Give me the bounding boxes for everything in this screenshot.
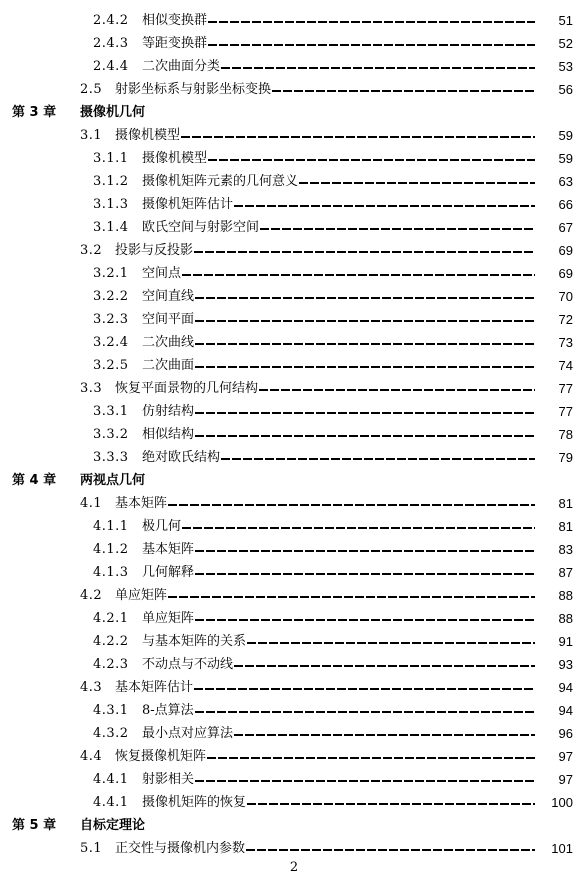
- toc-section[interactable]: [0, 378, 588, 400]
- toc-number: 4.4.1: [93, 772, 129, 787]
- toc-subsection[interactable]: [0, 401, 588, 423]
- toc-number: 5.1: [80, 841, 103, 856]
- toc-page-number: 94: [558, 680, 573, 695]
- toc-page-number: 52: [558, 36, 573, 51]
- toc-leader: [234, 205, 535, 207]
- toc-number: 3.2.3: [93, 312, 129, 327]
- toc-leader: [195, 550, 535, 552]
- toc-subsection[interactable]: [0, 792, 588, 814]
- toc-subsection[interactable]: [0, 33, 588, 55]
- toc-subsection[interactable]: [0, 631, 588, 653]
- toc-leader: [195, 297, 535, 299]
- toc-title: 摄像机几何: [80, 105, 146, 120]
- toc-title: 等距变换群: [142, 36, 208, 51]
- toc-number: 4.3.2: [93, 726, 129, 741]
- toc-page-number: 96: [558, 726, 573, 741]
- toc-number: 3.2.2: [93, 289, 129, 304]
- toc-leader: [194, 251, 535, 253]
- toc-page-number: 78: [558, 427, 573, 442]
- toc-number: 3.2.4: [93, 335, 129, 350]
- toc-page-number: 83: [558, 542, 573, 557]
- toc-title: 两视点几何: [80, 473, 146, 488]
- toc-leader: [168, 596, 535, 598]
- toc-page-number: 63: [558, 174, 573, 189]
- toc-page-number: 53: [558, 59, 573, 74]
- toc-leader: [234, 665, 535, 667]
- toc-page-number: 88: [558, 588, 573, 603]
- toc-page-number: 94: [558, 703, 573, 718]
- toc-number: 3.3.3: [93, 450, 129, 465]
- toc-title: 正交性与摄像机内参数: [115, 841, 246, 856]
- toc-page-number: 66: [558, 197, 573, 212]
- toc-section[interactable]: [0, 838, 588, 860]
- toc-leader: [221, 458, 535, 460]
- toc-subsection[interactable]: [0, 10, 588, 32]
- toc-title: 相似结构: [142, 427, 195, 442]
- toc-leader: [272, 90, 535, 92]
- toc-page-number: 59: [558, 128, 573, 143]
- toc-number: 3.1.4: [93, 220, 129, 235]
- toc-page-number: 51: [558, 13, 573, 28]
- toc-title: 绝对欧氏结构: [142, 450, 221, 465]
- toc-title: 射影坐标系与射影坐标变换: [115, 82, 272, 97]
- toc-title: 不动点与不动线: [142, 657, 234, 672]
- toc-title: 投影与反投影: [115, 243, 194, 258]
- toc-chapter[interactable]: [0, 470, 588, 492]
- toc-number: 第 5 章: [12, 818, 57, 833]
- toc-subsection[interactable]: [0, 654, 588, 676]
- toc-title: 8-点算法: [142, 703, 194, 718]
- toc-page-number: 101: [551, 841, 573, 856]
- toc-number: 4.1.3: [93, 565, 129, 580]
- toc-number: 2.4.3: [93, 36, 129, 51]
- toc-section[interactable]: [0, 493, 588, 515]
- toc-page-number: 70: [558, 289, 573, 304]
- toc-page-number: 69: [558, 266, 573, 281]
- toc-title: 空间平面: [142, 312, 195, 327]
- toc-number: 3.2.5: [93, 358, 129, 373]
- toc-number: 4.2.3: [93, 657, 129, 672]
- toc-number: 2.5: [80, 82, 103, 97]
- toc-number: 3.2: [80, 243, 103, 258]
- toc-leader: [195, 619, 535, 621]
- toc-title: 相似变换群: [142, 13, 208, 28]
- toc-title: 二次曲线: [142, 335, 195, 350]
- toc-subsection[interactable]: [0, 148, 588, 170]
- toc-leader: [182, 527, 535, 529]
- toc-title: 摄像机模型: [142, 151, 208, 166]
- toc-leader: [195, 780, 535, 782]
- toc-leader: [195, 320, 535, 322]
- toc-number: 3.3.2: [93, 427, 129, 442]
- toc-subsection[interactable]: [0, 562, 588, 584]
- toc-page-number: 56: [558, 82, 573, 97]
- toc-title: 恢复平面景物的几何结构: [115, 381, 259, 396]
- toc-page-number: 81: [558, 519, 573, 534]
- toc-leader: [168, 504, 535, 506]
- toc-number: 4.2.1: [93, 611, 129, 626]
- toc-title: 空间直线: [142, 289, 195, 304]
- toc-leader: [194, 688, 535, 690]
- toc-page-number: 88: [558, 611, 573, 626]
- toc-subsection[interactable]: [0, 700, 588, 722]
- toc-page-number: 93: [558, 657, 573, 672]
- toc-title: 摄像机矩阵元素的几何意义: [142, 174, 299, 189]
- toc-number: 4.1.1: [93, 519, 129, 534]
- toc-leader: [259, 389, 535, 391]
- toc-title: 基本矩阵估计: [115, 680, 194, 695]
- toc-number: 4.4.1: [93, 795, 129, 810]
- toc-title: 摄像机矩阵估计: [142, 197, 234, 212]
- toc-subsection[interactable]: [0, 332, 588, 354]
- toc-page-number: 67: [558, 220, 573, 235]
- toc-leader: [208, 21, 535, 23]
- toc-subsection[interactable]: [0, 56, 588, 78]
- toc-leader: [195, 343, 535, 345]
- toc-page-number: 100: [551, 795, 573, 810]
- toc-section[interactable]: [0, 677, 588, 699]
- toc-number: 3.3.1: [93, 404, 129, 419]
- toc-number: 3.2.1: [93, 266, 129, 281]
- toc-leader: [260, 228, 535, 230]
- toc-title: 自标定理论: [80, 818, 146, 833]
- toc-number: 3.1: [80, 128, 103, 143]
- toc-number: 3.3: [80, 381, 103, 396]
- toc-title: 射影相关: [142, 772, 195, 787]
- toc-leader: [195, 412, 535, 414]
- toc-section[interactable]: [0, 585, 588, 607]
- toc-section[interactable]: [0, 746, 588, 768]
- toc-page-number: 97: [558, 749, 573, 764]
- toc-title: 二次曲面: [142, 358, 195, 373]
- toc-subsection[interactable]: [0, 424, 588, 446]
- toc-number: 3.1.3: [93, 197, 129, 212]
- toc-title: 空间点: [142, 266, 182, 281]
- toc-title: 单应矩阵: [142, 611, 195, 626]
- toc-leader: [181, 136, 535, 138]
- toc-subsection[interactable]: [0, 539, 588, 561]
- toc-leader: [208, 44, 535, 46]
- toc-subsection[interactable]: [0, 516, 588, 538]
- toc-title: 基本矩阵: [142, 542, 195, 557]
- toc-title: 二次曲面分类: [142, 59, 221, 74]
- toc-page-number: 79: [558, 450, 573, 465]
- toc-number: 2.4.2: [93, 13, 129, 28]
- toc-leader: [182, 274, 535, 276]
- toc-leader: [195, 711, 535, 713]
- toc-subsection[interactable]: [0, 171, 588, 193]
- toc-subsection[interactable]: [0, 286, 588, 308]
- toc-leader: [221, 67, 535, 69]
- toc-title: 基本矩阵: [115, 496, 168, 511]
- toc-leader: [207, 757, 535, 759]
- toc-page-number: 59: [558, 151, 573, 166]
- toc-leader: [208, 159, 535, 161]
- toc-subsection[interactable]: [0, 263, 588, 285]
- toc-chapter[interactable]: [0, 815, 588, 837]
- toc-page-number: 81: [558, 496, 573, 511]
- toc-title: 几何解释: [142, 565, 195, 580]
- toc-title: 欧氏空间与射影空间: [142, 220, 260, 235]
- toc-subsection[interactable]: [0, 769, 588, 791]
- page-number: 2: [289, 860, 299, 875]
- toc-page-number: 77: [558, 404, 573, 419]
- toc-number: 4.1: [80, 496, 103, 511]
- toc-number: 3.1.1: [93, 151, 129, 166]
- toc-number: 2.4.4: [93, 59, 129, 74]
- toc-section[interactable]: [0, 240, 588, 262]
- toc-number: 第 4 章: [12, 473, 57, 488]
- toc-section[interactable]: [0, 125, 588, 147]
- toc-number: 4.4: [80, 749, 103, 764]
- toc-page-number: 77: [558, 381, 573, 396]
- toc-subsection[interactable]: [0, 194, 588, 216]
- toc-number: 4.3: [80, 680, 103, 695]
- toc-page-number: 91: [558, 634, 573, 649]
- toc-section[interactable]: [0, 79, 588, 101]
- toc-leader: [299, 182, 535, 184]
- toc-subsection[interactable]: [0, 309, 588, 331]
- toc-subsection[interactable]: [0, 217, 588, 239]
- toc-subsection[interactable]: [0, 723, 588, 745]
- toc-page-number: 72: [558, 312, 573, 327]
- toc-title: 摄像机模型: [115, 128, 181, 143]
- toc-page-number: 69: [558, 243, 573, 258]
- toc-number: 4.3.1: [93, 703, 129, 718]
- toc-number: 第 3 章: [12, 105, 57, 120]
- toc-title: 最小点对应算法: [142, 726, 234, 741]
- toc-number: 3.1.2: [93, 174, 129, 189]
- toc-page-number: 97: [558, 772, 573, 787]
- toc-title: 单应矩阵: [115, 588, 168, 603]
- toc-subsection[interactable]: [0, 608, 588, 630]
- toc-title: 仿射结构: [142, 404, 195, 419]
- toc-leader: [195, 435, 535, 437]
- toc-leader: [247, 803, 535, 805]
- toc-leader: [234, 734, 535, 736]
- toc-page-number: 87: [558, 565, 573, 580]
- toc-page-number: 73: [558, 335, 573, 350]
- toc-page-number: 74: [558, 358, 573, 373]
- toc-leader: [247, 642, 535, 644]
- toc-title: 与基本矩阵的关系: [142, 634, 247, 649]
- toc-title: 摄像机矩阵的恢复: [142, 795, 247, 810]
- toc-subsection[interactable]: [0, 355, 588, 377]
- toc-subsection[interactable]: [0, 447, 588, 469]
- toc-chapter[interactable]: [0, 102, 588, 124]
- toc-leader: [195, 573, 535, 575]
- toc-number: 4.2: [80, 588, 103, 603]
- toc-leader: [246, 849, 535, 851]
- toc-title: 恢复摄像机矩阵: [115, 749, 207, 764]
- toc-title: 极几何: [142, 519, 182, 534]
- toc-number: 4.1.2: [93, 542, 129, 557]
- toc-number: 4.2.2: [93, 634, 129, 649]
- toc-leader: [195, 366, 535, 368]
